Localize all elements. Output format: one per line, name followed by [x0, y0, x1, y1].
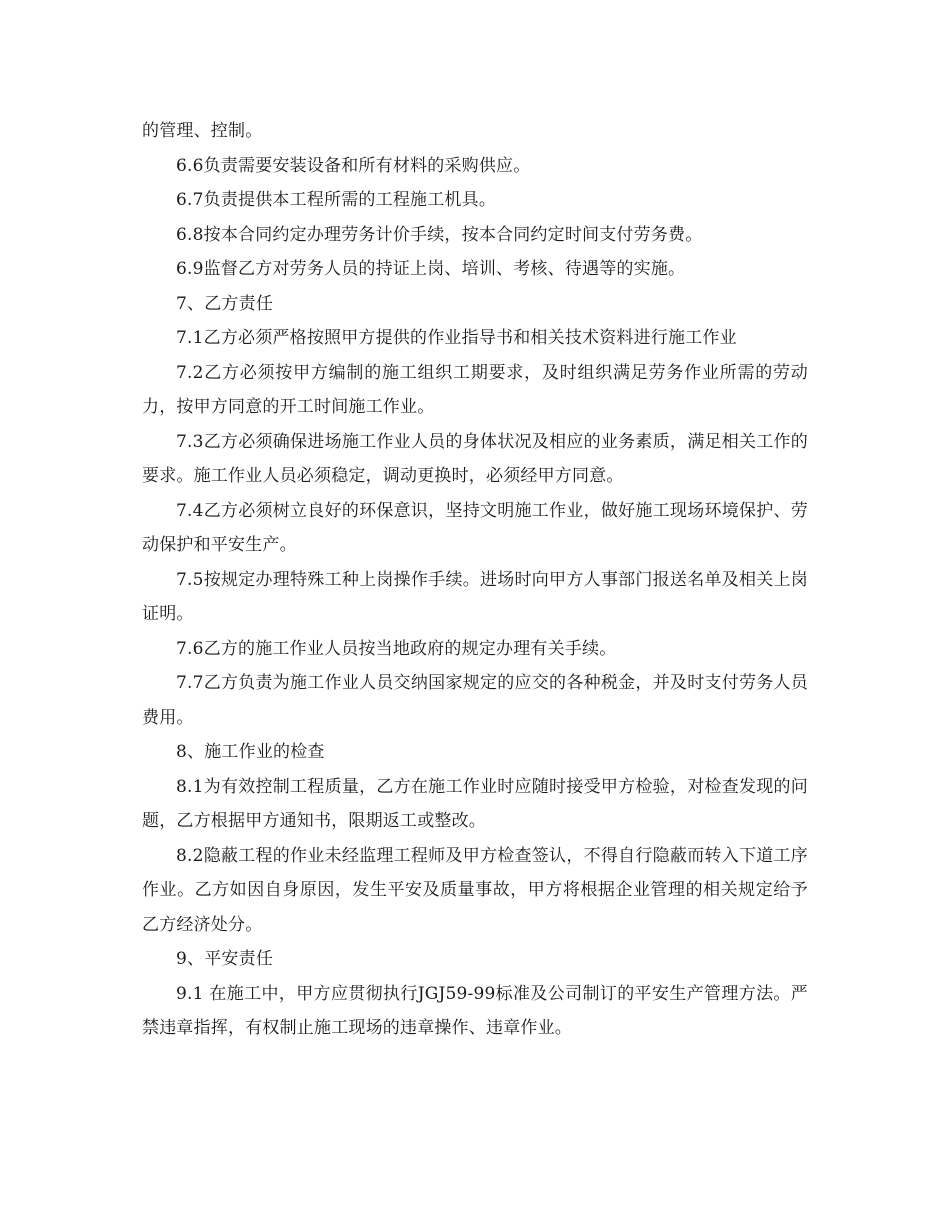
paragraph-9-1: 9.1 在施工中，甲方应贯彻执行JGJ59-99标准及公司制订的平安生产管理方法。严禁违章指挥，有权制止施工现场的违章操作、违章作业。	[142, 983, 808, 1038]
section-heading-7: 7、乙方责任	[176, 293, 274, 314]
paragraph-6-8: 6.8按本合同约定办理劳务计价手续，按本合同约定时间支付劳务费。	[176, 224, 703, 245]
paragraph-7-3: 7.3乙方必须确保进场施工作业人员的身体状况及相应的业务素质，满足相关工作的要求。施工作业人员必须稳定，调动更换时，必须经甲方同意。	[142, 431, 808, 486]
paragraph-7-7: 7.7乙方负责为施工作业人员交纳国家规定的应交的各种税金，并及时支付劳务人员费用。	[142, 673, 808, 728]
paragraph-7-1: 7.1乙方必须严格按照甲方提供的作业指导书和相关技术资料进行施工作业	[176, 328, 737, 348]
paragraph-6-7: 6.7负责提供本工程所需的工程施工机具。	[176, 190, 497, 210]
paragraph-7-2: 7.2乙方必须按甲方编制的施工组织工期要求，及时组织满足劳务作业所需的劳动力，按甲方同意的开工时间施工作业。	[142, 362, 808, 417]
paragraph-7-5: 7.5按规定办理特殊工种上岗操作手续。进场时向甲方人事部门报送名单及相关上岗证明。	[142, 569, 808, 624]
section-heading-9: 9、平安责任	[176, 949, 274, 969]
paragraph-7-6: 7.6乙方的施工作业人员按当地政府的规定办理有关手续。	[176, 638, 617, 659]
document-body	[142, 114, 808, 1046]
section-heading-8: 8、施工作业的检查	[176, 742, 325, 762]
paragraph-continuation: 的管理、控制。	[142, 121, 263, 141]
paragraph-6-9: 6.9监督乙方对劳务人员的持证上岗、培训、考核、待遇等的实施。	[176, 259, 686, 279]
paragraph-8-2: 8.2隐蔽工程的作业未经监理工程师及甲方检查签认，不得自行隐蔽而转入下道工序作业。乙方如因自身原因，发生平安及质量事故，甲方将根据企业管理的相关规定给予乙方经济处分。	[142, 845, 808, 935]
paragraph-6-6: 6.6负责需要安装设备和所有材料的采购供应。	[176, 155, 531, 176]
paragraph-7-4: 7.4乙方必须树立良好的环保意识，坚持文明施工作业，做好施工现场环境保护、劳动保护和平安生产。	[142, 500, 808, 555]
paragraph-8-1: 8.1为有效控制工程质量，乙方在施工作业时应随时接受甲方检验，对检查发现的问题，乙方根据甲方通知书，限期返工或整改。	[142, 776, 808, 831]
